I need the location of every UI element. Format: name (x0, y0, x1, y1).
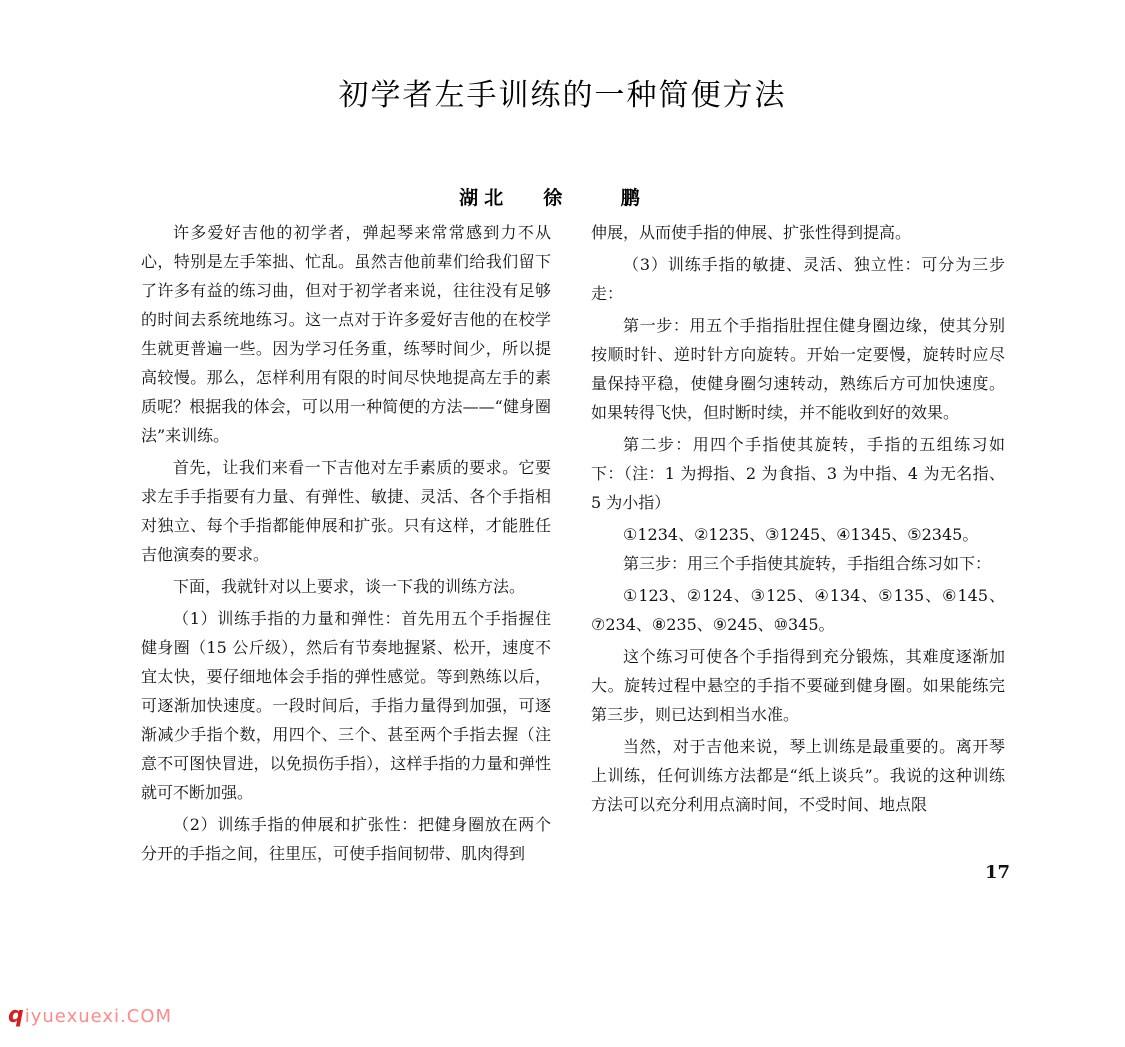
paragraph: 许多爱好吉他的初学者，弹起琴来常常感到力不从心，特别是左手笨拙、忙乱。虽然吉他前辈们给我们留下了许多有益的练习曲，但对于初学者来说，往往没有足够的时间去系统地练习。这一点对于许多爱好吉他的在校学生就更普遍一些。因为学习任务重，练琴时间少，所以提高较慢。那么，怎样利用有限的时间尽快地提高左手的素质呢？根据我的体会，可以用一种简便的方法——“健身圈法”来训练。 (141, 223, 551, 445)
paragraph: 第三步：用三个手指使其旋转，手指组合练习如下： (623, 554, 992, 573)
paragraph: 当然，对于吉他来说，琴上训练是最重要的。离开琴上训练，任何训练方法都是“纸上谈兵”。我说的这种训练方法可以充分利用点滴时间，不受时间、地点限 (591, 737, 1005, 814)
finger-group-list: ①1234、②1235、③1245、④1345、⑤2345。 (623, 525, 979, 544)
finger-combination-list: ①123、②124、③125、④134、⑤135、⑥145、⑦234、⑧235、⑨245、⑩345。 (591, 586, 1005, 634)
author-location: 湖北 (459, 187, 510, 209)
paragraph: （3）训练手指的敏捷、灵活、独立性：可分为三步走： (591, 255, 1005, 303)
paragraph: 第一步：用五个手指指肚捏住健身圈边缘，使其分别按顺时针、逆时针方向旋转。开始一定要慢，旋转时应尽量保持平稳，使健身圈匀速转动，熟练后方可加快速度。如果转得飞快，但时断时续，并不能收到好的效果。 (591, 316, 1005, 422)
paragraph-continued: 伸展，从而使手指的伸展、扩张性得到提高。 (591, 223, 912, 242)
site-watermark (8, 1003, 172, 1028)
article-title: 初学者左手训练的一种简便方法 (338, 78, 787, 113)
paragraph: 首先，让我们来看一下吉他对左手素质的要求。它要求左手手指要有力量、有弹性、敏捷、灵活、各个手指相对独立、每个手指都能伸展和扩张。只有这样，才能胜任吉他演奏的要求。 (141, 458, 551, 564)
left-column (141, 218, 551, 868)
watermark-logo-letter: q (8, 1003, 25, 1028)
paragraph: 这个练习可使各个手指得到充分锻炼，其难度逐渐加大。旋转过程中悬空的手指不要碰到健身圈。如果能练完第三步，则已达到相当水准。 (591, 647, 1005, 724)
author-name: 徐 鹏 (543, 187, 666, 209)
right-column (591, 218, 1005, 819)
page-number: 17 (985, 862, 1011, 883)
paragraph: 下面，我就针对以上要求，谈一下我的训练方法。 (173, 577, 526, 596)
paragraph: （2）训练手指的伸展和扩张性：把健身圈放在两个分开的手指之间，往里压，可使手指间韧带、肌肉得到 (141, 815, 551, 863)
paragraph: 第二步：用四个手指使其旋转，手指的五组练习如下：（注：1 为拇指、2 为食指、3 为中指、4 为无名指、5 为小指） (591, 435, 1005, 512)
watermark-text: iyuexuexi.COM (24, 1006, 173, 1027)
paragraph: （1）训练手指的力量和弹性：首先用五个手指握住健身圈（15 公斤级），然后有节奏地握紧、松开，速度不宜太快，要仔细地体会手指的弹性感觉。等到熟练以后，可逐渐加快速度。一段时间后，手指力量得到加强，可逐渐减少手指个数，用四个、三个、甚至两个手指去握（注意不可图快冒进，以免损伤手指），这样手指的力量和弹性就可不断加强。 (141, 609, 551, 802)
author-line (0, 183, 1125, 210)
